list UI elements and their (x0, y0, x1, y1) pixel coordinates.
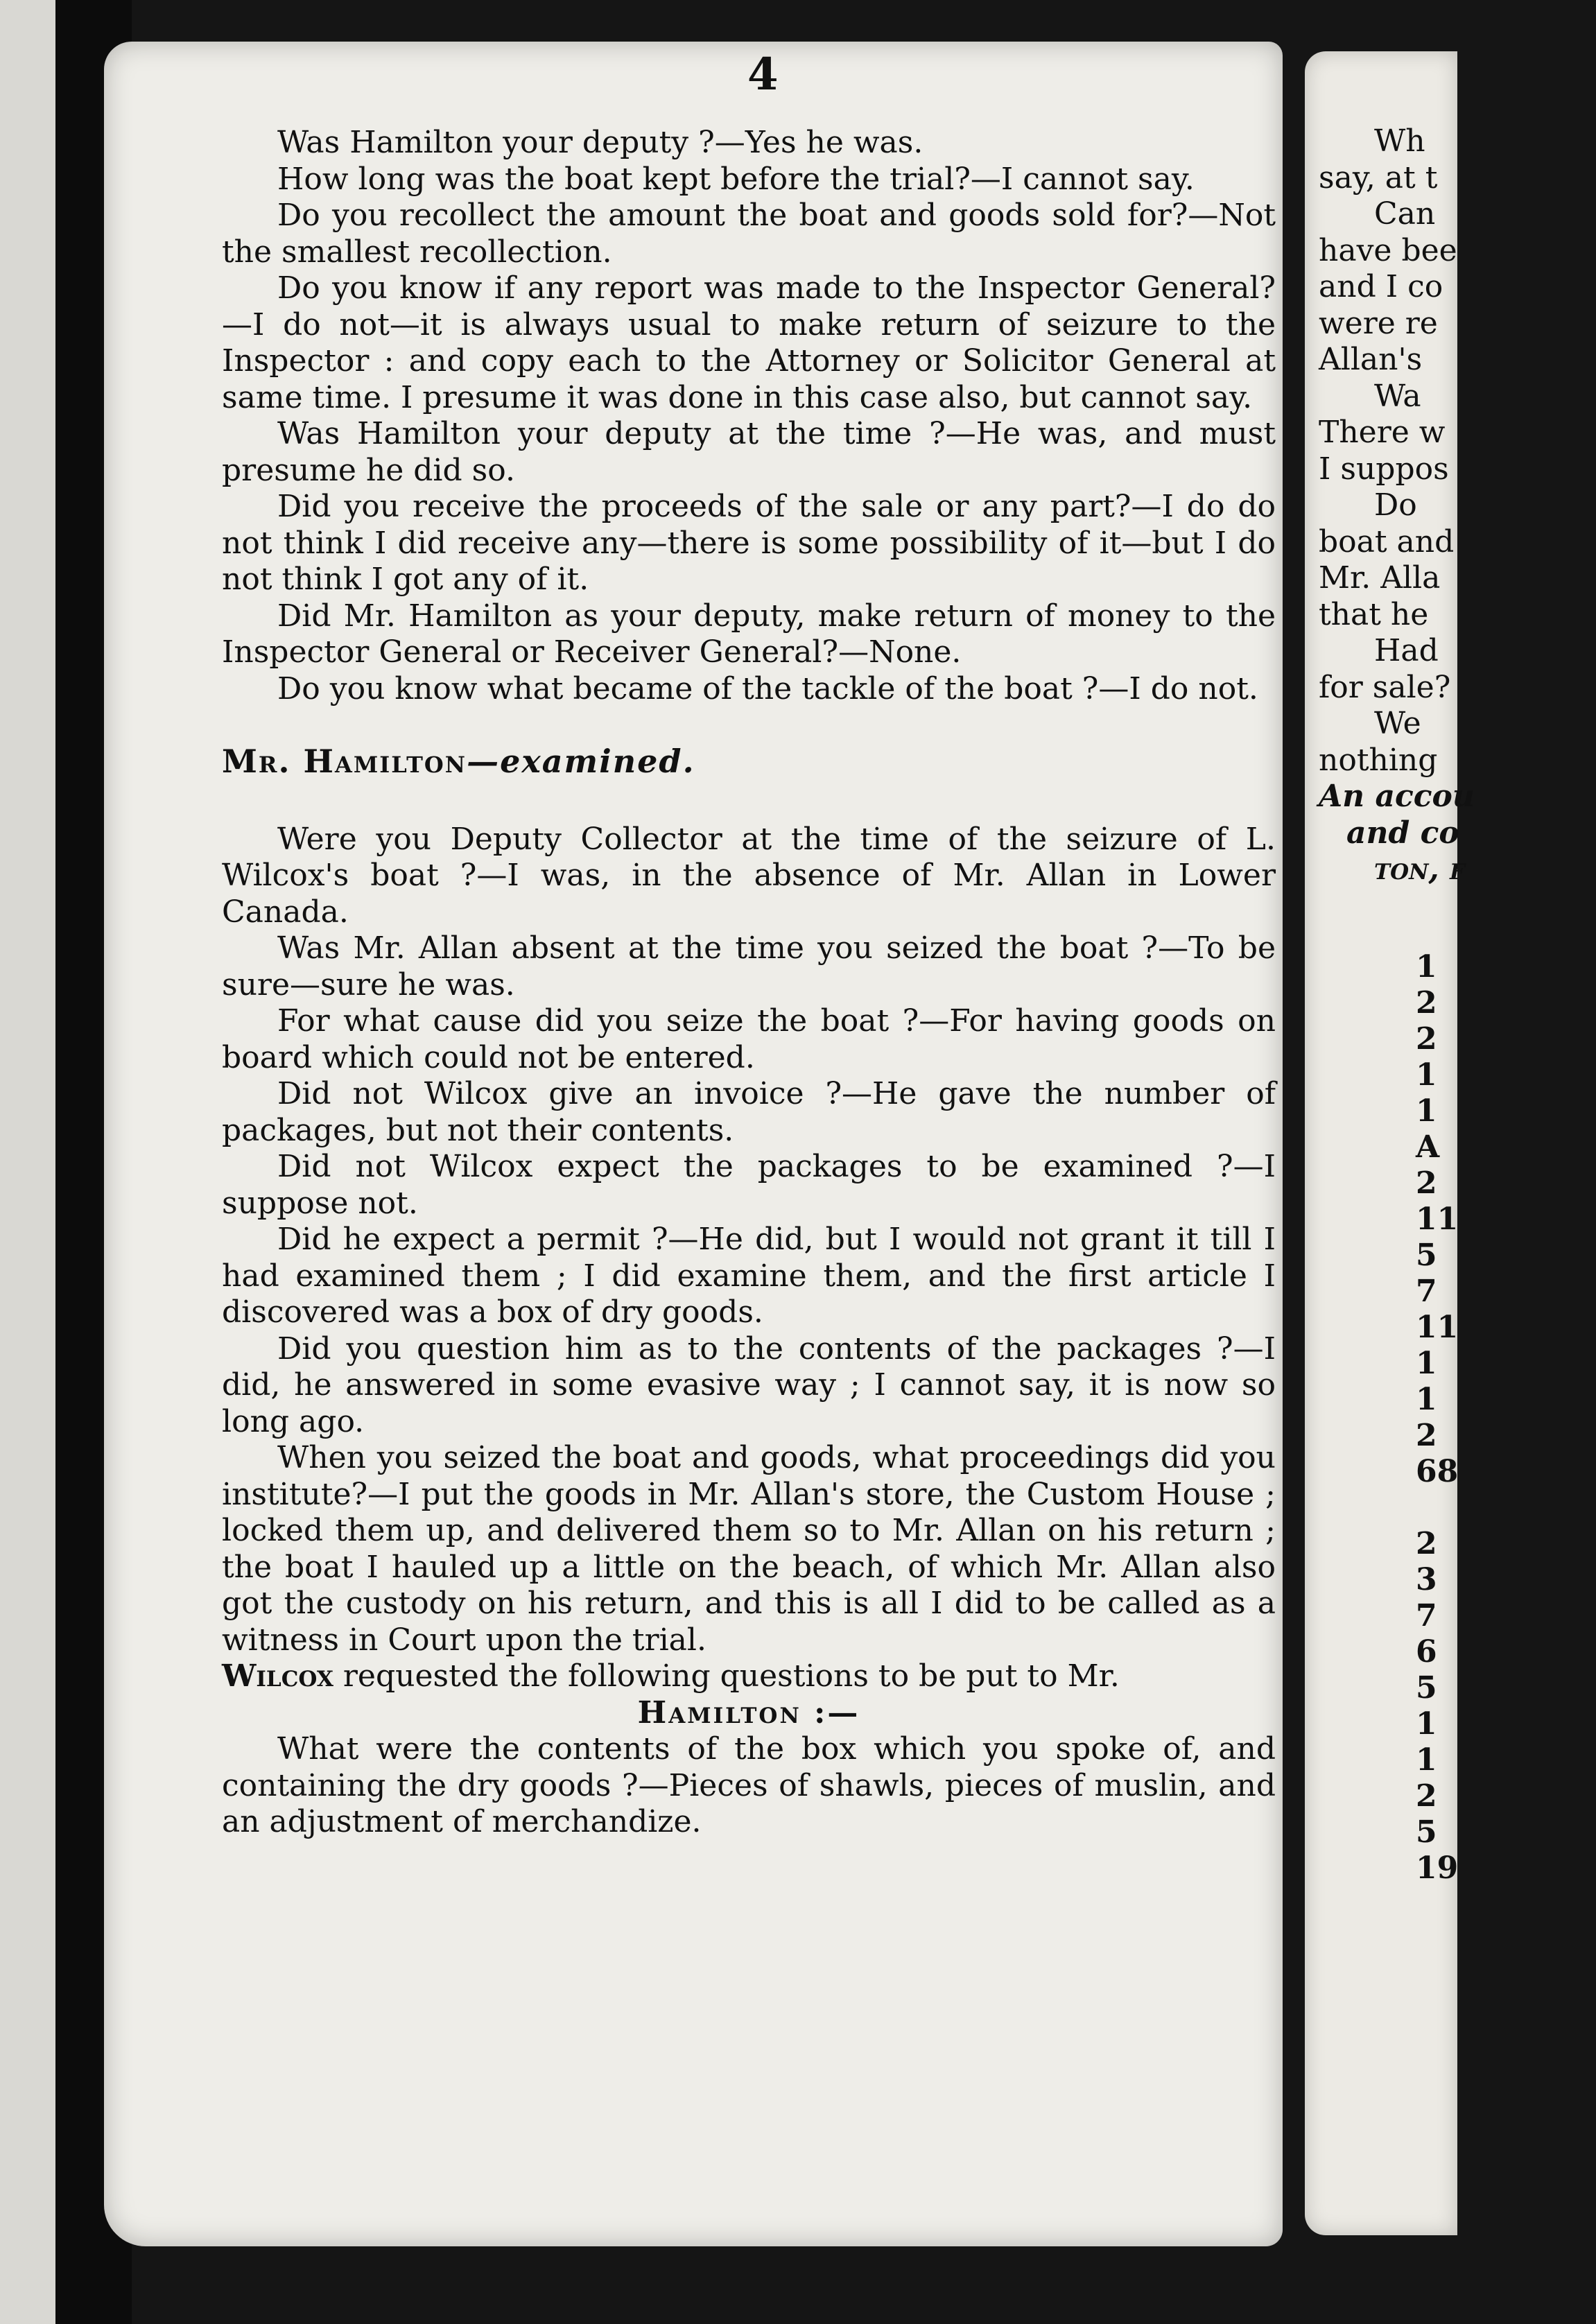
facing-line: Mr. Alla (1319, 560, 1441, 596)
exam-paragraph: For what cause did you seize the boat ?—For having goods on board which could not be entered. (222, 1003, 1276, 1075)
paragraph: Was Hamilton your deputy at the time ?—He was, and must presume he did so. (222, 416, 1276, 488)
facing-line: were re (1319, 305, 1438, 341)
paragraph: Was Hamilton your deputy ?—Yes he was. (277, 125, 923, 160)
paragraph: Did Mr. Hamilton as your deputy, make return of money to the Inspector General or Receiver General?—None. (222, 598, 1276, 670)
facing-number: 1 (1416, 949, 1437, 985)
exam-paragraph: Did not Wilcox give an invoice ?—He gave the number of packages, but not their contents. (222, 1076, 1276, 1148)
adjacent-page-edge (0, 0, 55, 2324)
request-line (222, 1658, 1276, 1695)
facing-line: Wa (1374, 378, 1421, 414)
facing-italic-line: An accou (1319, 779, 1475, 814)
facing-number: 2 (1416, 1021, 1437, 1057)
facing-page-text (1319, 123, 1596, 888)
facing-number: 1 (1416, 1382, 1437, 1417)
paragraph: Do you recollect the amount the boat and goods sold for?—Not the smallest recollection. (222, 198, 1276, 270)
facing-number: 7 (1416, 1598, 1437, 1633)
exam-paragraph: Did not Wilcox expect the packages to be examined ?—I suppose not. (222, 1149, 1276, 1221)
facing-line: Had (1374, 633, 1439, 668)
heading-name: Mr. Hamilton (222, 743, 467, 780)
exam-paragraph: Were you Deputy Collector at the time of the seizure of L. Wilcox's boat ?—I was, in the absence of Mr. Allan in Lower Canada. (222, 821, 1276, 930)
facing-number: 1 (1416, 1057, 1437, 1093)
section-heading (222, 743, 1276, 780)
facing-number: A (1416, 1129, 1440, 1165)
facing-number: 1 (1416, 1742, 1437, 1778)
facing-line: have bee (1319, 232, 1457, 268)
paragraph: Do you know if any report was made to the Inspector General?—I do not—it is always usual to make return of seizure to the Inspector : and copy each to the Attorney or Solicitor General at same time. I presume it was done in this case also, but cannot say. (222, 270, 1276, 415)
request-hamilton: Hamilton :— (637, 1694, 860, 1731)
facing-number: 5 (1416, 1238, 1437, 1273)
facing-italic-line: and co (1346, 815, 1459, 851)
page-number: 4 (747, 49, 779, 101)
page-text-column (222, 125, 1276, 1841)
facing-line: There w (1319, 415, 1446, 450)
facing-number: 6 (1416, 1634, 1437, 1670)
facing-line: nothing (1319, 742, 1438, 778)
exam-paragraph: Was Mr. Allan absent at the time you seized the boat ?—To be sure—sure he was. (222, 930, 1276, 1003)
facing-line: Allan's (1319, 342, 1423, 377)
exam-paragraph: When you seized the boat and goods, what proceedings did you institute?—I put the goods in Mr. Allan's store, the Custom House ; locked them up, and delivered them so to Mr. Allan on his return ; the boat I hauled up a little on the beach, of which Mr. Allan also got the custody on his return, and this is all I did to be called as a witness in Court upon the trial. (222, 1440, 1276, 1658)
heading-examined: —examined. (467, 743, 695, 780)
facing-number: 1 (1416, 1346, 1437, 1381)
facing-number: 5 (1416, 1670, 1437, 1706)
facing-line: We (1374, 706, 1421, 741)
final-paragraph: What were the contents of the box which you spoke of, and containing the dry goods ?—Pieces of shawls, pieces of muslin, and an adjustment of merchandize. (222, 1731, 1276, 1839)
facing-number: 2 (1416, 1778, 1437, 1814)
facing-number: 19 (1416, 1850, 1459, 1886)
facing-number: 3 (1416, 1562, 1437, 1597)
facing-line: I suppos (1319, 451, 1449, 487)
facing-line: and I co (1319, 269, 1443, 304)
facing-number: 11 (1416, 1202, 1459, 1237)
facing-number (1416, 1490, 1458, 1526)
paragraph: Do you know what became of the tackle of the boat ?—I do not. (277, 670, 1258, 706)
facing-page (1305, 51, 1475, 2235)
facing-number: 2 (1416, 985, 1437, 1021)
facing-number: 1 (1416, 1706, 1437, 1742)
facing-italic-line: ton, f (1374, 851, 1466, 887)
facing-number: 11 (1416, 1310, 1459, 1345)
facing-line: Wh (1374, 123, 1425, 159)
facing-number: 5 (1416, 1814, 1437, 1850)
facing-line: boat and (1319, 523, 1455, 560)
facing-line: for sale? (1319, 669, 1451, 705)
request-text: requested the following questions to be put to Mr. (333, 1658, 1120, 1694)
exam-paragraph: Did he expect a permit ?—He did, but I would not grant it till I had examined them ; I did examine them, and the first article I discovered was a box of dry goods. (222, 1222, 1276, 1330)
facing-number: 2 (1416, 1418, 1437, 1453)
exam-paragraph: Did you question him as to the contents of the packages ?—I did, he answered in some evasive way ; I cannot say, it is now so long ago. (222, 1330, 1276, 1439)
facing-number: 7 (1416, 1274, 1437, 1309)
facing-number: 1 (1416, 1093, 1437, 1129)
facing-line: say, at t (1319, 159, 1438, 196)
facing-line: Can (1374, 196, 1436, 232)
paragraph: Did you receive the proceeds of the sale or any part?—I do do not think I did receive any—there is some possibility of it—but I do not think I got any of it. (222, 489, 1276, 597)
request-name: Wilcox (222, 1658, 333, 1694)
facing-number: 68 (1416, 1454, 1459, 1489)
facing-number: 2 (1416, 1526, 1437, 1561)
facing-line: Do (1374, 487, 1417, 523)
facing-number: 2 (1416, 1165, 1437, 1201)
facing-page-numbers (1416, 949, 1458, 1887)
facing-line: that he (1319, 596, 1429, 632)
paragraph: How long was the boat kept before the trial?—I cannot say. (277, 161, 1195, 197)
